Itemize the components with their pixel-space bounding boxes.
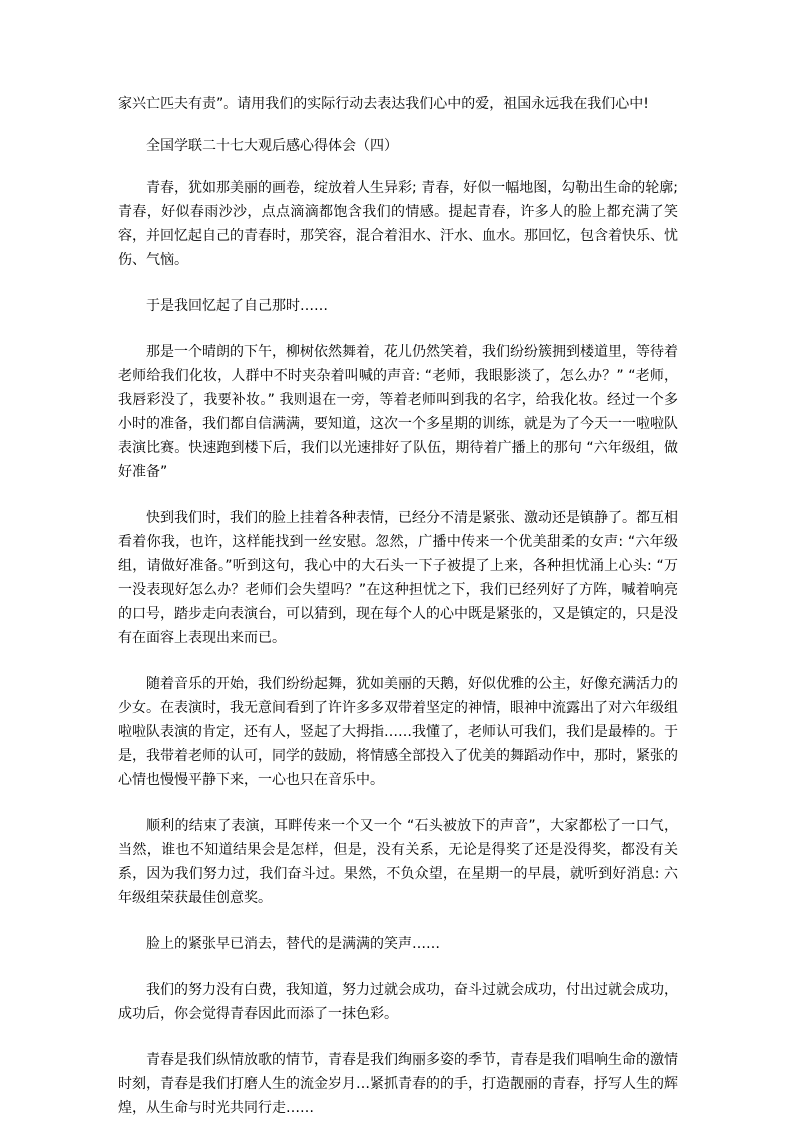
paragraph-result: 顺利的结束了表演，耳畔传来一个又一个 “石头被放下的声音”，大家都松了一口气，当然，谁也不知道结果会是怎样，但是，没有关系，无论是得奖了还是没得奖，都没有关系，因为我们努力过，我们奋斗过。果然，不负众望，在星期一的早晨，就听到好消息: 六年级组荣获最佳创意奖。	[118, 818, 678, 906]
paragraph-laughter: 脸上的紧张早已消去，替代的是满满的笑声……	[146, 936, 440, 952]
paragraph-preparation: 那是一个晴朗的下午，柳树依然舞着，花儿仍然笑着，我们纷纷簇拥到楼道里，等待着老师给我们化妆，人群中不时夹杂着叫喊的声音: “老师，我眼影淡了，怎么办？” “老师，我唇彩没了，我要补妆。” 我则退在一旁，等着老师叫到我的名字，给我化妆。经过一个多小时的准备，我们都自信满满，要知道，这次一个多星期的训练，就是为了今天一一啦啦队表演比赛。快速跑到楼下后，我们以光速排好了队伍，期待着广播上的那句 “六年级组，做好准备”	[118, 344, 678, 480]
paragraph-performance: 随着音乐的开始，我们纷纷起舞，犹如美丽的天鹅，好似优雅的公主，好像充满活力的少女。在表演时，我无意间看到了许许多多双带着坚定的神情，眼神中流露出了对六年级组啦啦队表演的肯定，还有人，竖起了大拇指……我懂了，老师认可我们，我们是最棒的。于是，我带着老师的认可，同学的鼓励，将情感全部投入了优美的舞蹈动作中，那时，紧张的心情也慢慢平静下来，一心也只在音乐中。	[118, 676, 678, 788]
paragraph-effort: 我们的努力没有白费，我知道，努力过就会成功，奋斗过就会成功，付出过就会成功，成功后，你会觉得青春因此而添了一抹色彩。	[118, 982, 678, 1022]
paragraph-conclusion: 青春是我们纵情放歌的情节，青春是我们绚丽多姿的季节，青春是我们唱响生命的激情时刻，青春是我们打磨人生的流金岁月…紧抓青春的的手，打造靓丽的青春，抒写人生的辉煌，从生命与时光共同行走……	[118, 1052, 678, 1116]
section-title: 全国学联二十七大观后感心得体会（四）	[146, 138, 398, 154]
paragraph-intro-tail: 家兴亡匹夫有责”。请用我们的实际行动去表达我们心中的爱，祖国永远我在我们心中!	[118, 96, 649, 112]
paragraph-waiting: 快到我们时，我们的脸上挂着各种表情，已经分不清是紧张、激动还是镇静了。都互相看着你我，也许，这样能找到一丝安慰。忽然，广播中传来一个优美甜柔的女声: “六年级组，请做好准备。”听到这句，我心中的大石头一下子被提了上来，各种担忧涌上心头: “万一没表现好怎么办？老师们会失望吗？”在这种担忧之下，我们已经列好了方阵，喊着响亮的口号，踏步走向表演台，可以猜到，现在每个人的心中既是紧张的，又是镇定的，只是没有在面容上表现出来而已。	[118, 510, 678, 646]
paragraph-youth-metaphor: 青春，犹如那美丽的画卷，绽放着人生异彩; 青春，好似一幅地图，勾勒出生命的轮廓; 青春，好似春雨沙沙，点点滴滴都饱含我们的情感。提起青春，许多人的脸上都充满了笑容，并回忆起自己的青春时，那笑容，混合着泪水、汗水、血水。那回忆，包含着快乐、忧伤、气恼。	[118, 180, 678, 268]
paragraph-recall: 于是我回忆起了自己那时……	[146, 298, 328, 314]
document-page	[118, 92, 678, 1142]
